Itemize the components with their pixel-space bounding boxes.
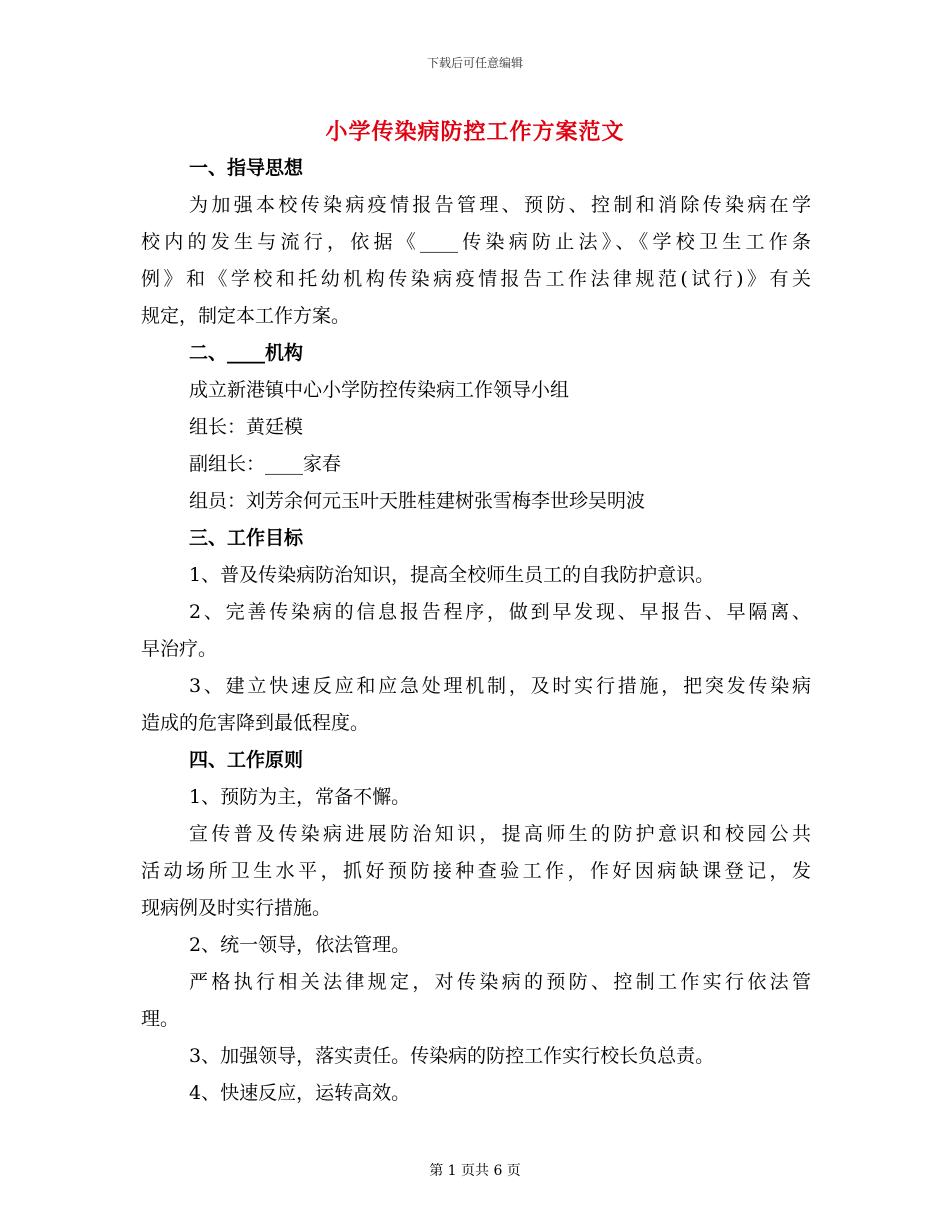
paragraph-line: 严格执行相关法律规定，对传染病的预防、控制工作实行依法管 [189,971,811,993]
paragraph-line: 校内的发生与流行，依据《____传染病防止法》、《学校卫生工作条 [141,231,811,253]
document-body [141,150,811,1112]
paragraph-line: 组员：刘芳余何元玉叶天胜桂建树张雪梅李世珍吴明波 [189,490,646,512]
paragraph-line: 活动场所卫生水平，抓好预防接种查验工作，作好因病缺课登记，发 [141,860,811,882]
paragraph-line: 2、统一领导，依法管理。 [189,934,411,956]
section-heading-1: 一、指导思想 [189,157,304,179]
paragraph-line: 理。 [141,1008,180,1030]
paragraph-line: 早治疗。 [141,638,218,660]
paragraph-line: 3、建立快速反应和应急处理机制，及时实行措施，把突发传染病 [189,675,811,697]
paragraph-line: 3、加强领导，落实责任。传染病的防控工作实行校长负总责。 [189,1045,715,1067]
paragraph-line: 造成的危害降到最低程度。 [141,712,370,734]
page-footer: 第 1 页共 6 页 [429,1163,521,1179]
paragraph-line: 2、完善传染病的信息报告程序，做到早发现、早报告、早隔离、 [189,601,811,623]
paragraph-line: 宣传普及传染病进展防治知识，提高师生的防护意识和校园公共 [189,823,811,845]
paragraph-line: 组长：黄廷模 [189,416,304,438]
page-header: 下载后可任意编辑 [426,56,523,70]
paragraph-line: 1、预防为主，常备不懈。 [189,786,411,808]
section-heading-4: 四、工作原则 [189,749,304,771]
paragraph-line: 成立新港镇中心小学防控传染病工作领导小组 [189,379,570,401]
paragraph-line: 现病例及时实行措施。 [141,897,332,919]
paragraph-line: 副组长：____家春 [189,453,342,475]
section-heading-2: 二、____机构 [189,342,304,364]
document-title: 小学传染病防控工作方案范文 [325,119,625,145]
paragraph-line: 规定，制定本工作方案。 [141,305,351,327]
section-heading-3: 三、工作目标 [189,527,304,549]
paragraph-line: 4、快速反应，运转高效。 [189,1082,411,1104]
paragraph-line: 为加强本校传染病疫情报告管理、预防、控制和消除传染病在学 [189,194,811,216]
paragraph-line: 1、普及传染病防治知识，提高全校师生员工的自我防护意识。 [189,564,715,586]
paragraph-line: 例》和《学校和托幼机构传染病疫情报告工作法律规范(试行)》有关 [141,268,811,290]
